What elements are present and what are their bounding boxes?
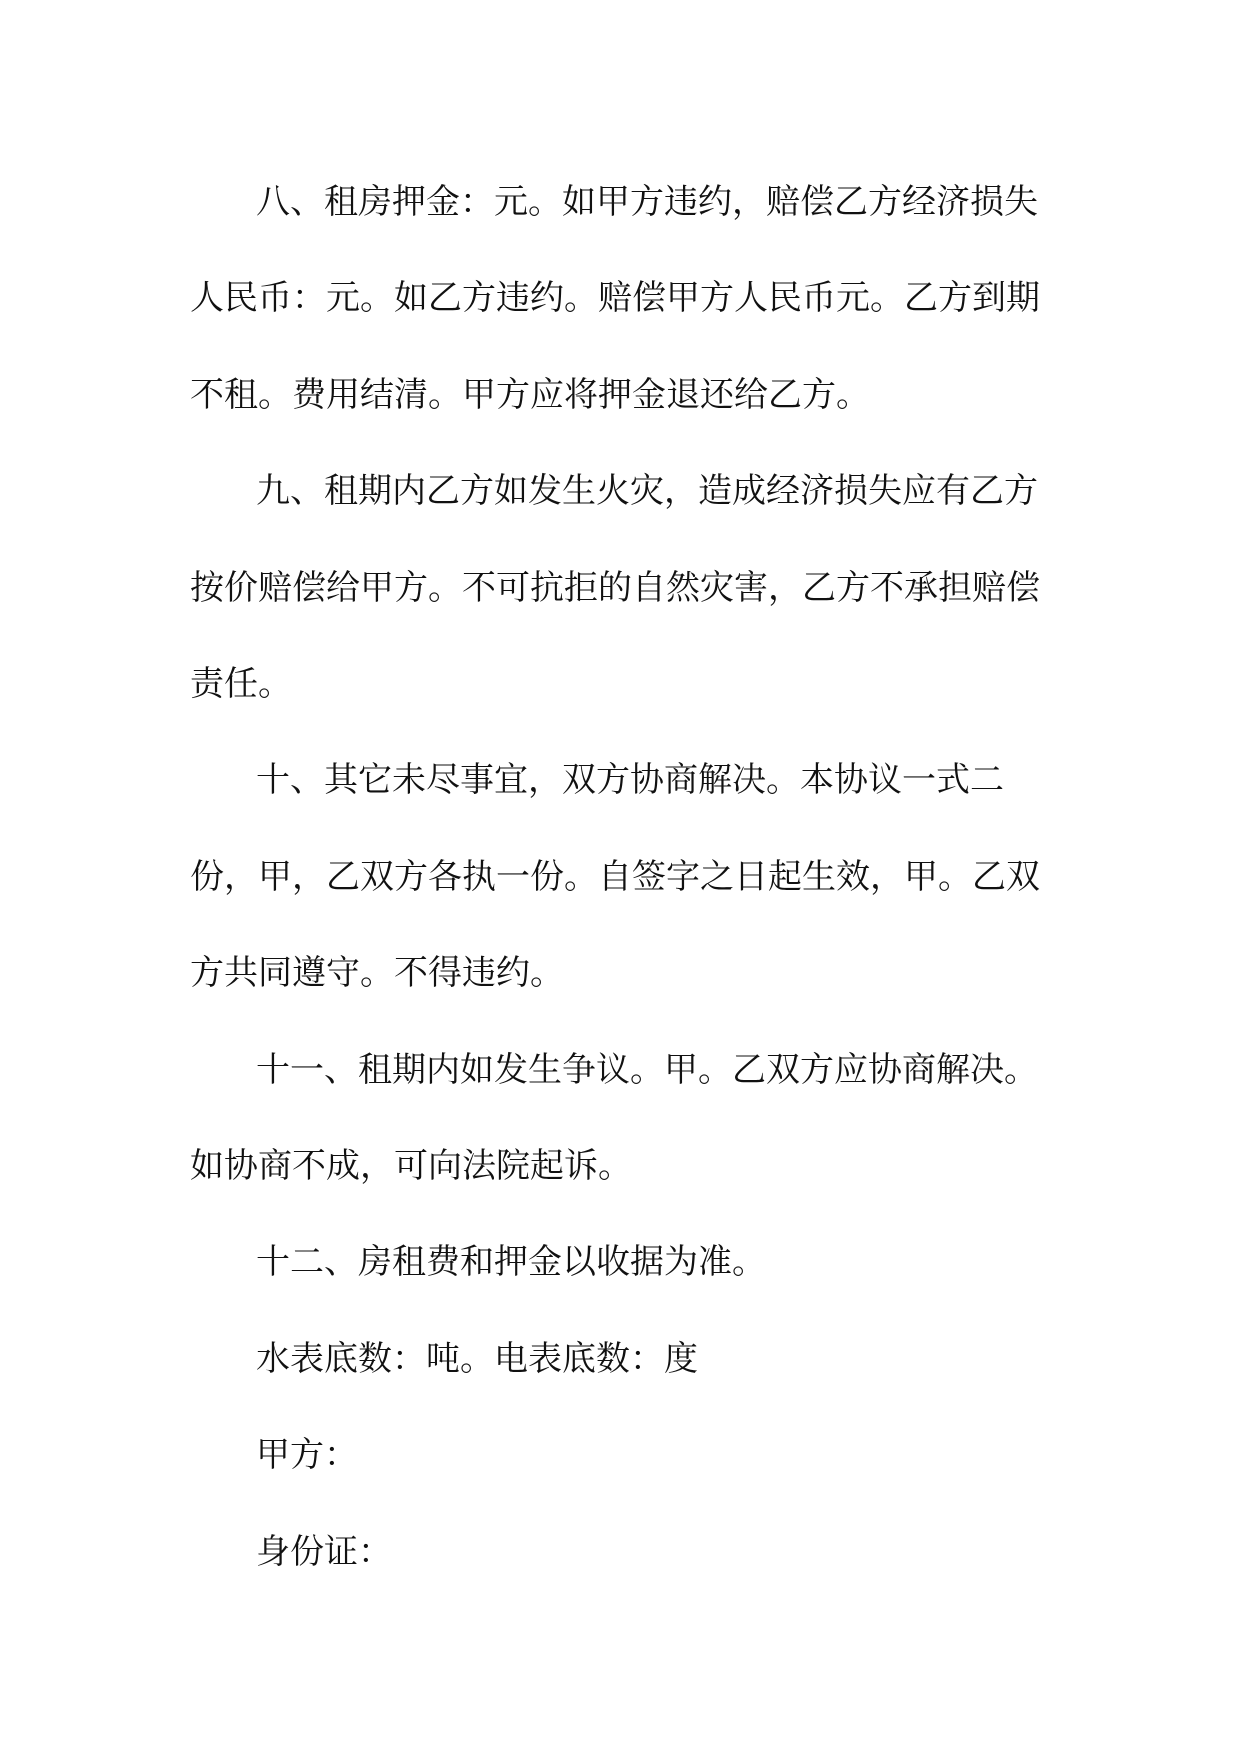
clause-12-line-1: 十二、房租费和押金以收据为准。 bbox=[256, 1242, 766, 1282]
party-a-label: 甲方： bbox=[256, 1435, 358, 1475]
id-card-label: 身份证： bbox=[256, 1532, 392, 1572]
clause-9-line-1: 九、租期内乙方如发生火灾，造成经济损失应有乙方 bbox=[256, 471, 1038, 511]
clause-10-line-2: 份，甲，乙双方各执一份。自签字之日起生效，甲。乙双 bbox=[190, 857, 1040, 897]
clause-8-line-2: 人民币：元。如乙方违约。赔偿甲方人民币元。乙方到期 bbox=[190, 278, 1040, 318]
clause-8-line-3: 不租。费用结清。甲方应将押金退还给乙方。 bbox=[190, 375, 870, 415]
clause-10-line-3: 方共同遵守。不得违约。 bbox=[190, 953, 564, 993]
clause-10-line-1: 十、其它未尽事宜，双方协商解决。本协议一式二 bbox=[256, 760, 1004, 800]
clause-11-line-1: 十一、租期内如发生争议。甲。乙双方应协商解决。 bbox=[256, 1050, 1038, 1090]
clause-11-line-2: 如协商不成，可向法院起诉。 bbox=[190, 1146, 632, 1186]
meter-readings: 水表底数：吨。电表底数：度 bbox=[256, 1339, 698, 1379]
clause-9-line-3: 责任。 bbox=[190, 664, 292, 704]
clause-8-line-1: 八、租房押金：元。如甲方违约，赔偿乙方经济损失 bbox=[256, 182, 1038, 222]
clause-9-line-2: 按价赔偿给甲方。不可抗拒的自然灾害，乙方不承担赔偿 bbox=[190, 568, 1040, 608]
